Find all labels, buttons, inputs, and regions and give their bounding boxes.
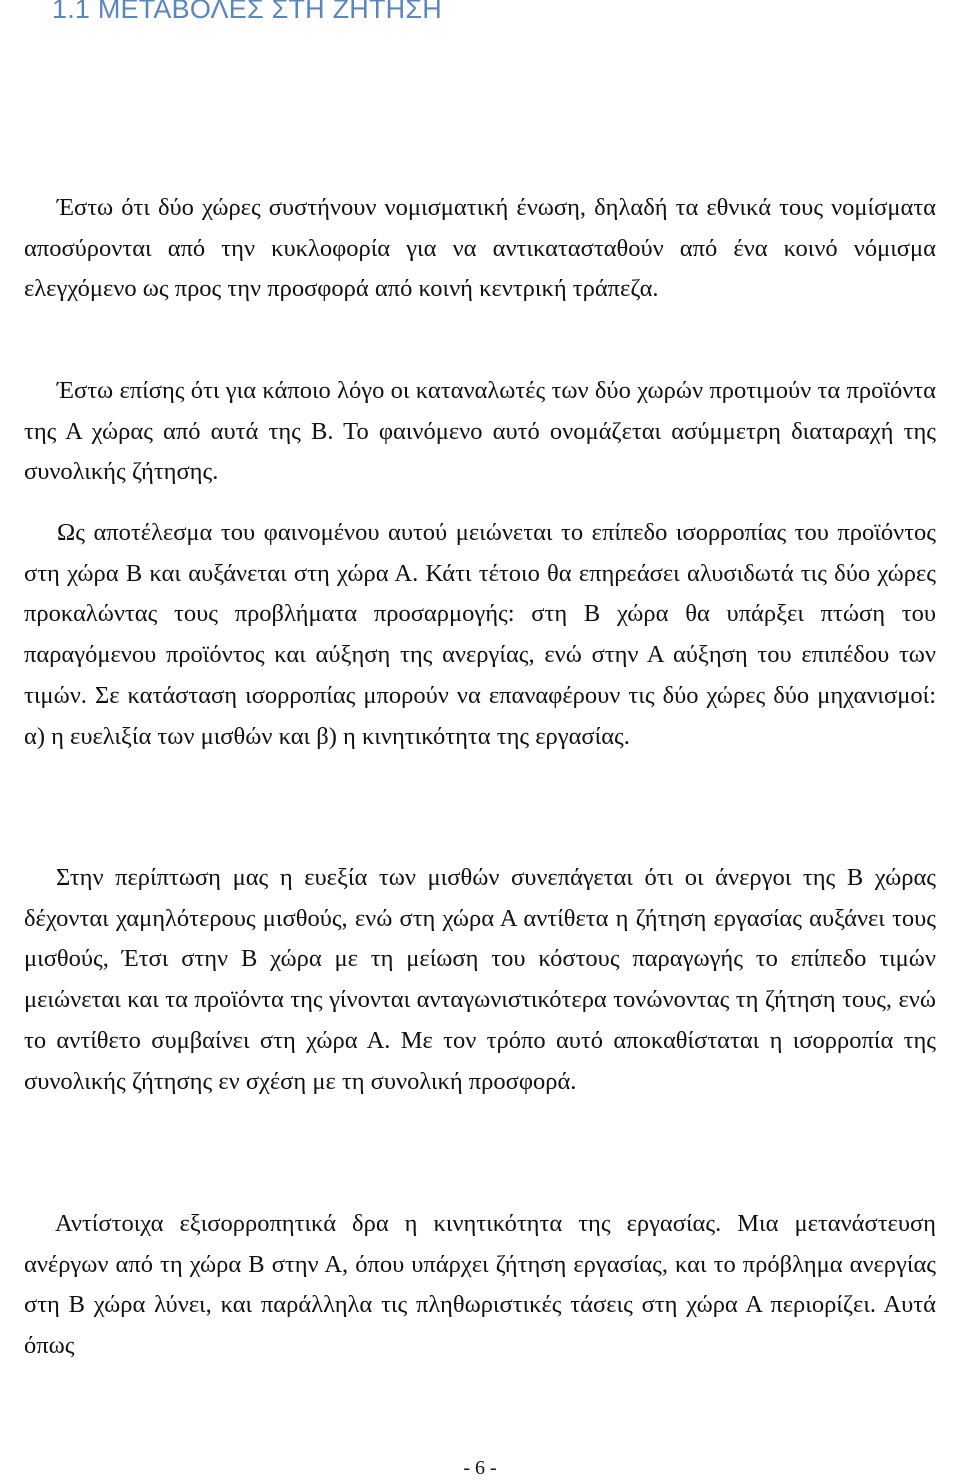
paragraph-labor-mobility: Αντίστοιχα εξισορροπητικά δρα η κινητικότητα της εργασίας. Μια μετανάστευση ανέργων από τη χώρα Β στην Α, όπου υπάρχει ζήτηση εργασίας, και το πρόβλημα ανεργίας στη Β χώρα λύνει, και παράλληλα τις πληθωριστικές τάσεις στη χώρα Α περιορίζει. Αυτά όπως [24, 1210, 936, 1360]
paragraph-wage-flexibility: Στην περίπτωση μας η ευεξία των μισθών συνεπάγεται ότι οι άνεργοι της Β χώρας δέχονται χαμηλότερους μισθούς, ενώ στη χώρα Α αντίθετα η ζήτηση εργασίας αυξάνει τους μισθούς, Έτσι στην Β χώρα με τη μείωση του κόστους παραγωγής το επίπεδο τιμών μειώνεται και τα προϊόντα της γίνονται ανταγωνιστικότερα τονώνοντας τη ζήτηση τους, ενώ το αντίθετο συμβαίνει στη χώρα Α. Με τον τρόπο αυτό αποκαθίσταται η ισορροπία της συνολικής ζήτησης εν σχέση με τη συνολική προσφορά. [24, 864, 936, 1095]
page-number: - 6 - [463, 1457, 497, 1479]
paragraph-asymmetric-shock: Έστω επίσης ότι για κάποιο λόγο οι καταναλωτές των δύο χωρών προτιμούν τα προϊόντα της Α χώρας από αυτά της Β. Το φαινόμενο αυτό ονομάζεται ασύμμετρη διαταραχή της συνολικής ζήτησης. [24, 377, 936, 486]
paragraph-adjustment-mechanisms: Ως αποτέλεσμα του φαινομένου αυτού μειώνεται το επίπεδο ισορροπίας του προϊόντος στη χώρα Β και αυξάνεται στη χώρα Α. Κάτι τέτοιο θα επηρεάσει αλυσιδωτά τις δύο χώρες προκαλώντας τους προβλήματα προσαρμογής: στη Β χώρα θα υπάρξει πτώση του παραγόμενου προϊόντος και αύξηση της ανεργίας, ενώ στην Α αύξηση του επιπέδου των τιμών. Σε κατάσταση ισορροπίας μπορούν να επαναφέρουν τις δύο χώρες δύο μηχανισμοί: α) η ευελιξία των μισθών και β) η κινητικότητα της εργασίας. [24, 519, 936, 750]
paragraph-monetary-union: Έστω ότι δύο χώρες συστήνουν νομισματική ένωση, δηλαδή τα εθνικά τους νομίσματα αποσύρονται από την κυκλοφορία για να αντικατασταθούν από ένα κοινό νόμισμα ελεγχόμενο ως προς την προσφορά από κοινή κεντρική τράπεζα. [24, 194, 936, 303]
section-heading: 1.1 ΜΕΤΑΒΟΛΕΣ ΣΤΗ ΖΗΤΗΣΗ [52, 0, 442, 24]
